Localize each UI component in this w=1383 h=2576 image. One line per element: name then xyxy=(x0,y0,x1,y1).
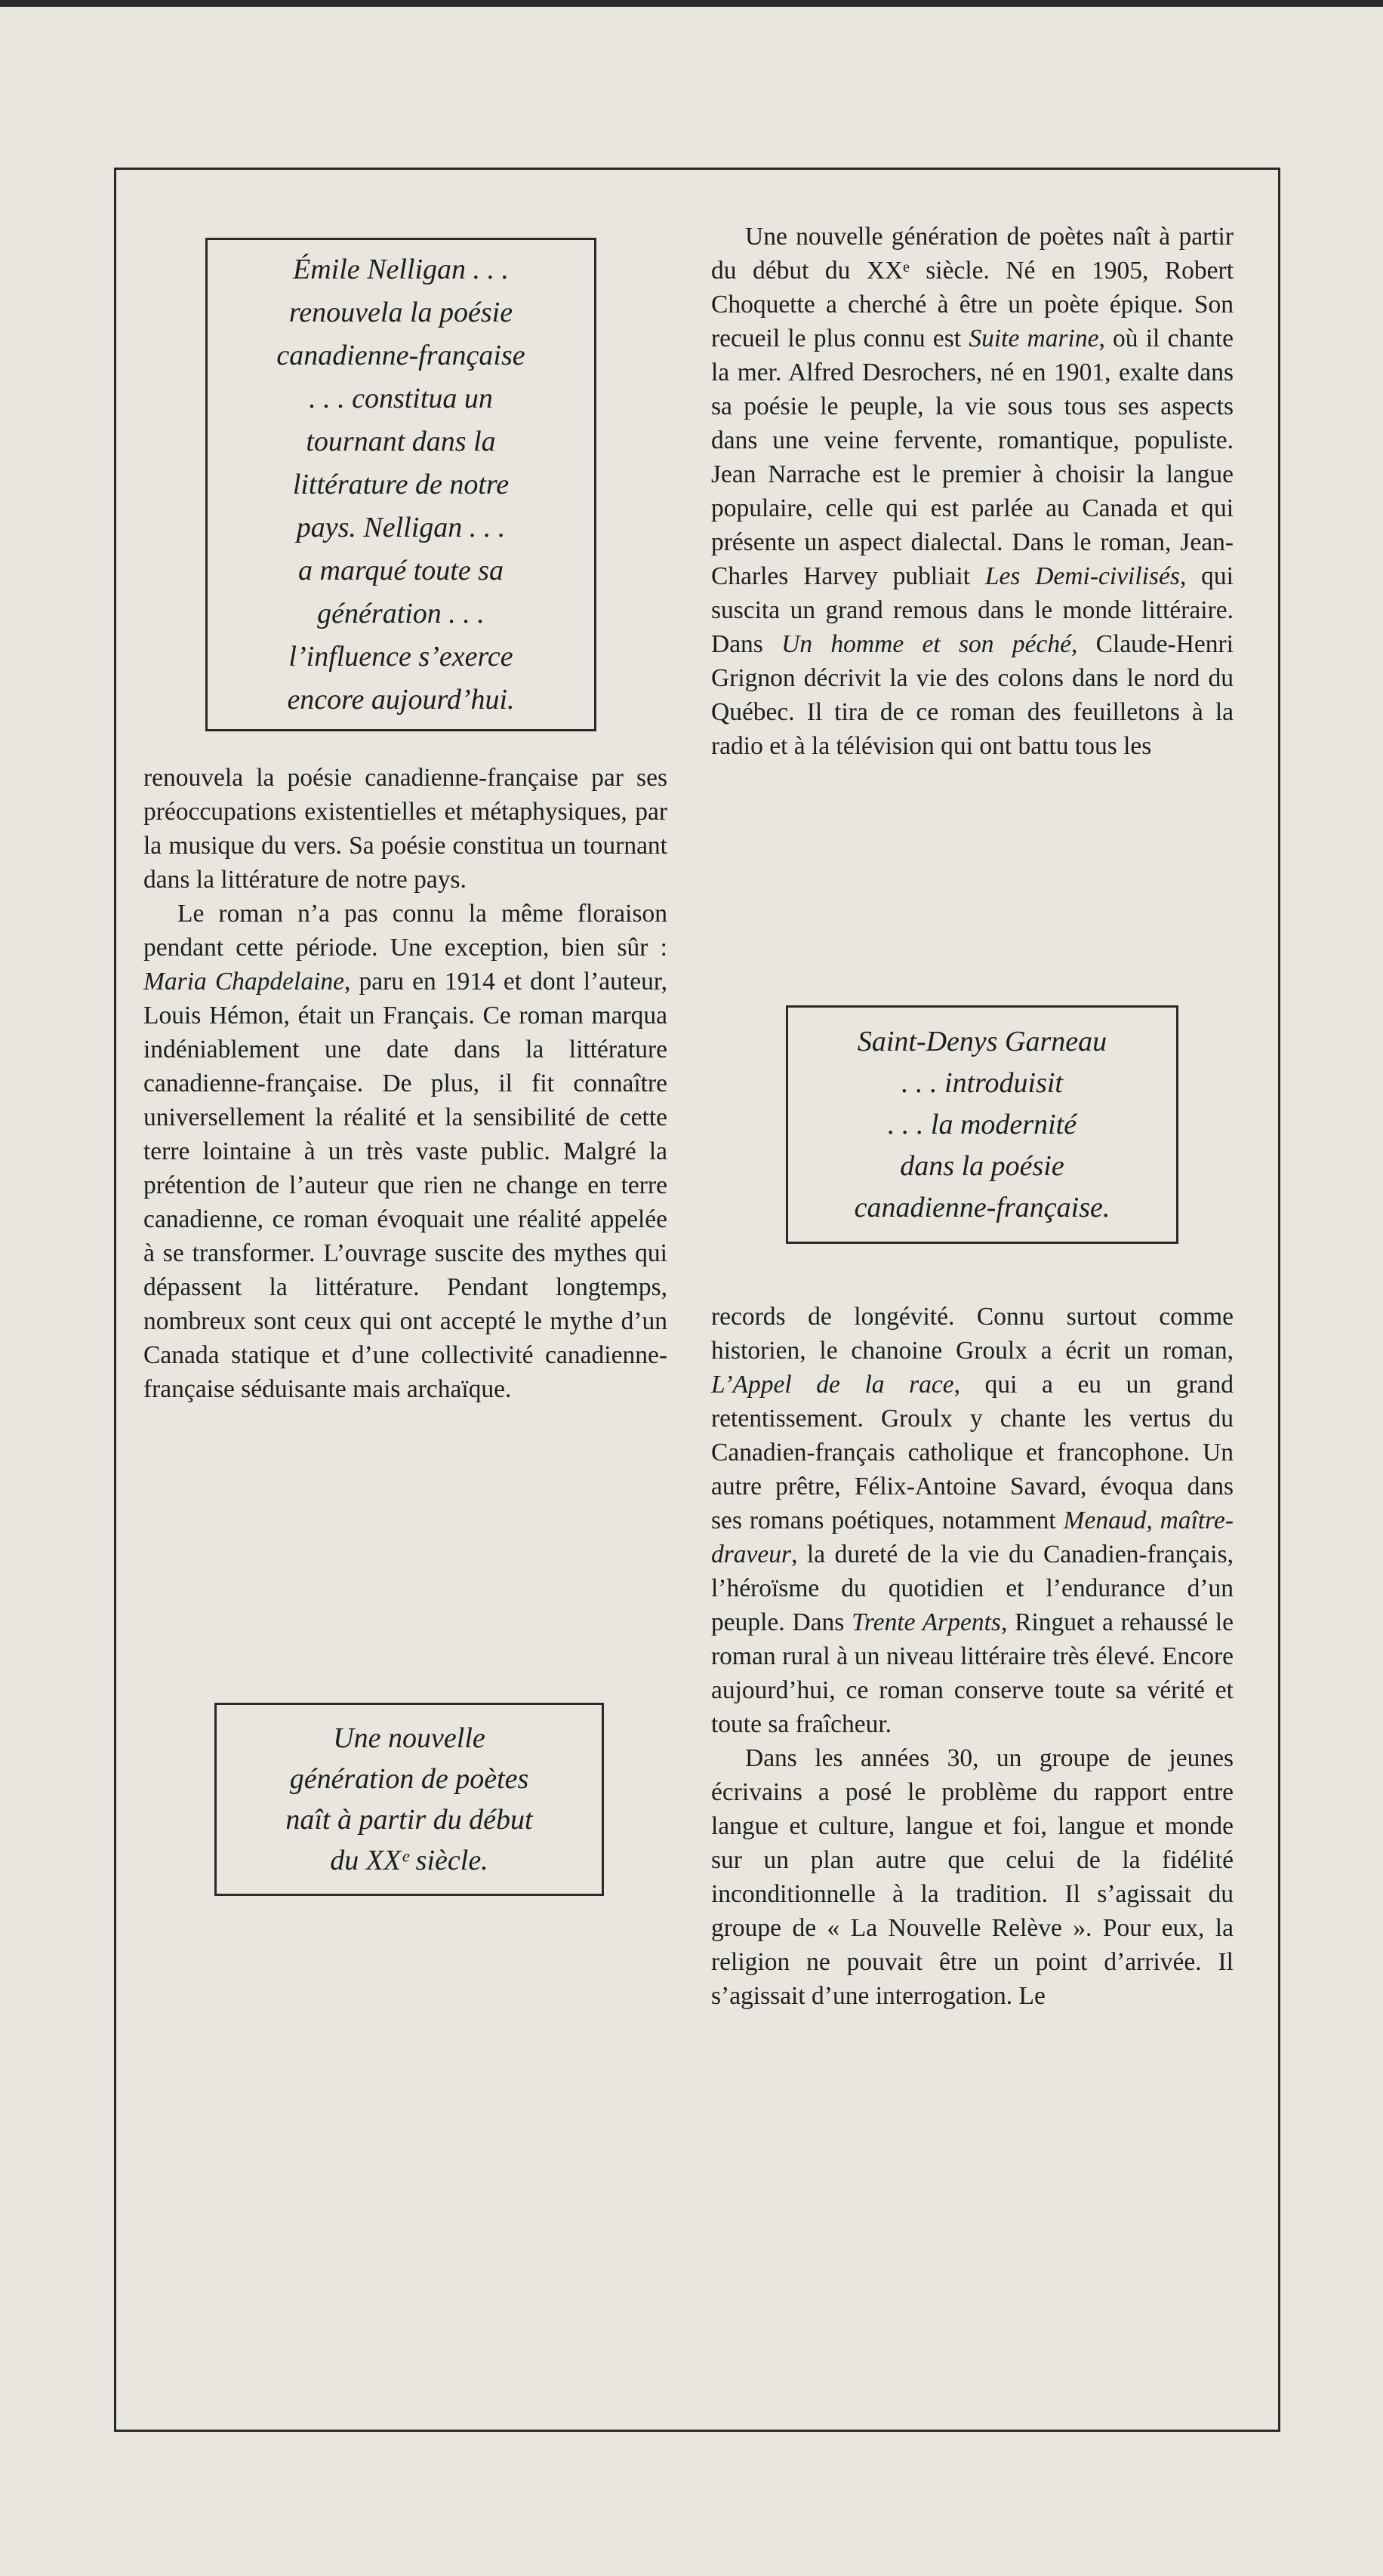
quote-line: naît à partir du début xyxy=(285,1804,533,1836)
paragraph: Une nouvelle génération de poètes naît à partir du début du XXᵉ siècle. Né en 1905, Robert Choquette a cherché à être un poète épique. Son recueil le plus connu est Suite marine, où il chante la mer. Alfred Desrochers, né en 1901, exalte dans sa poésie le peuple, la vie sous tous ses aspects dans une veine fervente, romantique, populiste. Jean Narrache est le premier à choisir la langue populaire, celle qui est parlée au Canada et qui présente un aspect dialectal. Dans le roman, Jean-Charles Harvey publiait Les Demi-civilisés, qui suscita un grand remous dans le monde littéraire. Dans Un homme et son péché, Claude-Henri Grignon décrivit la vie des colons dans le nord du Québec. Il tira de ce roman des feuilletons à la radio et à la télévision qui ont battu tous les xyxy=(711,223,1234,760)
quote-line: . . . la modernité xyxy=(887,1108,1077,1140)
quote-line: canadienne-française xyxy=(276,339,525,371)
pull-quote-nelligan xyxy=(205,238,596,731)
book-title: Maria Chapdelaine xyxy=(143,968,345,996)
paragraph: records de longévité. Connu surtout comme historien, le chanoine Groulx a écrit un roman, L’Appel de la race, qui a eu un grand retentissement. Groulx y chante les vertus du Canadien-français catholique et francophone. Un autre prêtre, Félix-Antoine Savard, évoqua dans ses romans poétiques, notamment Menaud, maître-draveur, la dureté de la vie du Canadien-français, l’héroïsme du quotidien et l’endurance d’un peuple. Dans Trente Arpents, Ringuet a rehaussé le roman rural à un niveau littéraire très élevé. Encore aujourd’hui, ce roman conserve toute sa vérité et toute sa fraîcheur. xyxy=(711,1303,1234,1738)
pull-quote-generation xyxy=(214,1703,604,1896)
book-title: Menaud, maître-draveur xyxy=(711,1507,1234,1568)
paragraph: renouvela la poésie canadienne-française par ses préoccupations existentielles et métaphysiques, par la musique du vers. Sa poésie constitua un tournant dans la littérature de notre pays. xyxy=(143,764,667,894)
right-column-top xyxy=(711,220,1234,763)
scan-top-edge xyxy=(0,0,1383,7)
quote-line: littérature de notre xyxy=(292,468,510,500)
quote-line: . . . constitua un xyxy=(309,382,493,414)
book-title: Les Demi-civilisés xyxy=(984,562,1180,590)
right-column-bottom xyxy=(711,1300,1234,2013)
quote-line: tournant dans la xyxy=(306,425,496,457)
book-title: Un homme et son péché xyxy=(781,630,1071,658)
quote-line: a marqué toute sa xyxy=(298,554,504,586)
quote-line: génération . . . xyxy=(317,597,485,629)
quote-line: encore aujourd’hui. xyxy=(287,683,515,716)
paragraph: Dans les années 30, un groupe de jeunes écrivains a posé le problème du rapport entre langue et culture, langue et foi, langue et monde sur un plan autre que celui de la fidélité inconditionnelle à la tradition. Il s’agissait du groupe de « La Nouvelle Relève ». Pour eux, la religion ne pouvait être un point d’arrivée. Il s’agissait d’une interrogation. Le xyxy=(711,1744,1234,2010)
quote-line: . . . introduisit xyxy=(901,1066,1063,1099)
quote-line: pays. Nelligan . . . xyxy=(296,511,506,543)
book-title: L’Appel de la race xyxy=(711,1371,954,1399)
quote-line: génération de poètes xyxy=(289,1763,529,1795)
quote-line: Saint-Denys Garneau xyxy=(857,1025,1107,1057)
quote-line: dans la poésie xyxy=(900,1150,1064,1182)
quote-line: canadienne-française. xyxy=(854,1191,1110,1223)
left-column xyxy=(143,761,667,1406)
quote-line: l’influence s’exerce xyxy=(288,640,513,672)
quote-line: renouvela la poésie xyxy=(288,296,513,328)
quote-line: Une nouvelle xyxy=(333,1722,485,1754)
book-title: Suite marine xyxy=(969,325,1099,352)
paragraph: Le roman n’a pas connu la même floraison pendant cette période. Une exception, bien sûr : Maria Chapdelaine, paru en 1914 et dont l’auteur, Louis Hémon, était un Français. Ce roman marqua indéniablement une date dans la littérature canadienne-française. De plus, il fit connaître universellement la réalité et la sensibilité de cette terre lointaine à un très vaste public. Malgré la prétention de l’auteur que rien ne change en terre canadienne, ce roman évoquait une réalité appelée à se transformer. L’ouvrage suscite des mythes qui dépassent la littérature. Pendant longtemps, nombreux sont ceux qui ont accepté le mythe d’un Canada statique et d’une collectivité canadienne-française séduisante mais archaïque. xyxy=(143,900,668,1403)
quote-line: Émile Nelligan . . . xyxy=(292,253,510,285)
book-title: Trente Arpents xyxy=(852,1608,1001,1636)
quote-line: du XXᵉ siècle. xyxy=(330,1845,488,1876)
pull-quote-garneau xyxy=(786,1005,1178,1244)
